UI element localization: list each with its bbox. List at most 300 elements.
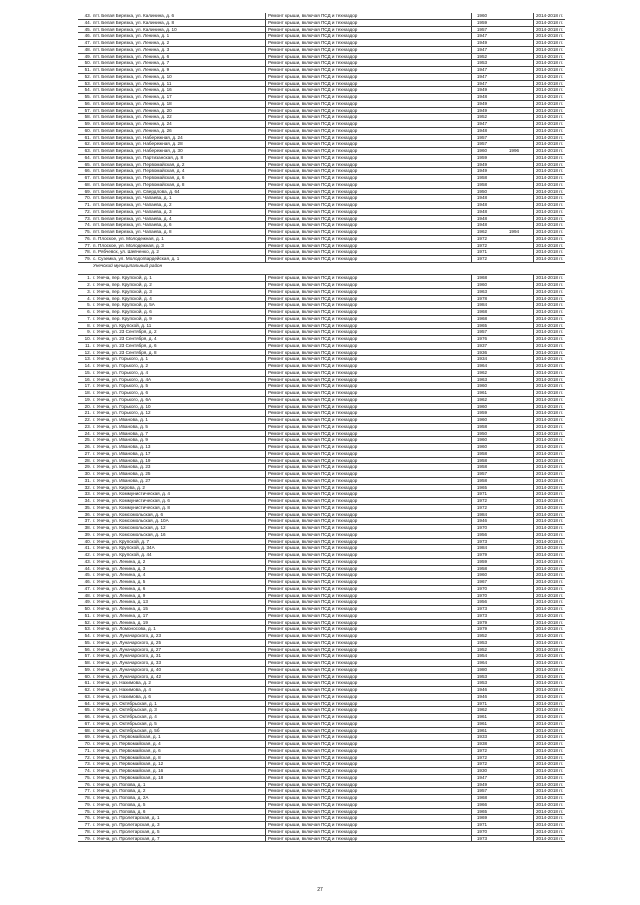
row-number: 67. xyxy=(84,175,91,180)
work-type-cell: Ремонт крыши, включая ПСД и техназдор xyxy=(265,282,370,288)
year-built-cell: 1971 xyxy=(471,249,492,255)
table-row xyxy=(78,572,565,579)
address-cell: г. Унеча, ул. Попова, д. 6 xyxy=(93,808,146,814)
row-number: 51. xyxy=(84,612,91,618)
period-cell: 2014-2018 гг. xyxy=(533,626,568,632)
period-cell: 2014-2018 гг. xyxy=(533,620,568,626)
address-cell: г. Унеча, ул. Иванова, д. 1 xyxy=(93,417,148,422)
year-built-cell: 1948 xyxy=(471,216,492,222)
table-row xyxy=(78,296,565,303)
work-type-cell: Ремонт крыши, включая ПСД и техназдор xyxy=(265,296,370,302)
period-cell: 2014-2018 гг. xyxy=(533,768,568,774)
table-row xyxy=(78,707,565,714)
address-cell: пгт. Белая Березка, ул. Ленина, д. 11 xyxy=(93,80,172,86)
row-number: 11. xyxy=(84,342,91,348)
work-type-cell: Ремонт крыши, включая ПСД и техназдор xyxy=(265,653,370,659)
address-cell: г. Унеча, ул. Нахимова, д. 2 xyxy=(93,680,151,686)
work-type-cell: Ремонт крыши, включая ПСД и техназдор xyxy=(265,552,370,558)
period-cell: 2014-2018 гг. xyxy=(533,444,568,450)
address-cell: г. Унеча, ул. Иванова, д. 19 xyxy=(93,457,151,463)
row-number: 33. xyxy=(84,491,91,497)
address-cell: пгт. Белая Березка, ул. Калинина, д. 6 xyxy=(93,13,175,18)
work-type-cell: Ремонт крыши, включая ПСД и техназдор xyxy=(265,81,370,87)
address-cell: п. Рябчевск, ул. Шевченко, д. 2 xyxy=(93,249,159,255)
table-row xyxy=(78,275,565,282)
work-type-cell: Ремонт крыши, включая ПСД и техназдор xyxy=(265,424,370,430)
year-built-cell: 1968 xyxy=(471,309,492,315)
address-cell: г. Унеча, ул. Пролетарская, д. 7 xyxy=(93,835,160,841)
year-built-cell: 1962 xyxy=(471,229,492,235)
row-number: 62. xyxy=(84,687,91,692)
address-cell: г. Унеча, ул. Луначарского, д. 25 xyxy=(93,639,162,645)
address-cell: г. Унеча, ул. Коммунистическая, д. 6 xyxy=(93,498,170,503)
period-cell: 2014-2018 гг. xyxy=(533,13,568,19)
table-row xyxy=(78,47,565,54)
row-number: 22. xyxy=(84,417,91,422)
year-built-cell: 1947 xyxy=(471,121,492,127)
address-cell: пгт. Белая Березка, ул. Набережная, д. 28 xyxy=(93,141,183,147)
period-cell: 2014-2018 гг. xyxy=(533,410,568,416)
period-cell: 2014-2018 гг. xyxy=(533,741,568,747)
work-type-cell: Ремонт крыши, включая ПСД и техназдор xyxy=(265,390,370,396)
year-built-cell: 1972 xyxy=(471,236,492,242)
address-cell: г. Унеча, ул. Горького, д. 4 xyxy=(93,369,149,375)
year-built-cell: 1961 xyxy=(471,390,492,396)
address-cell: г. Унеча, ул. Нахимова, д. 6 xyxy=(93,693,151,699)
period-cell: 2014-2018 гг. xyxy=(533,390,568,396)
period-cell: 2014-2018 гг. xyxy=(533,775,568,781)
address-cell: г. Унеча, ул. Попова, д. 2 xyxy=(93,788,146,794)
year-built-cell: 1970 xyxy=(471,525,492,531)
address-cell: г. Унеча, ул. Октябрьская, д. 3 xyxy=(93,707,157,713)
address-cell: г. Унеча, ул. Нахимова, д. 4 xyxy=(93,687,151,692)
work-type-cell: Ремонт крыши, включая ПСД и техназдор xyxy=(265,572,370,578)
year-built-cell: 1968 xyxy=(471,795,492,801)
year-built-cell: 1952 xyxy=(471,647,492,653)
row-number: 53. xyxy=(84,626,91,632)
period-cell: 2014-2018 гг. xyxy=(533,653,568,659)
row-number: 32. xyxy=(84,484,91,490)
address-cell: г. Унеча, ул. Горького, д. 6А xyxy=(93,396,152,402)
work-type-cell: Ремонт крыши, включая ПСД и техназдор xyxy=(265,410,370,416)
row-number: 42. xyxy=(84,552,91,557)
work-type-cell: Ремонт крыши, включая ПСД и техназдор xyxy=(265,370,370,376)
table-row xyxy=(78,162,565,169)
address-cell: пгт. Белая Березка, ул. Чапаева, д. 1 xyxy=(93,195,172,201)
row-number: 68. xyxy=(84,727,91,733)
table-row xyxy=(78,464,565,471)
work-type-cell: Ремонт крыши, включая ПСД и техназдор xyxy=(265,128,370,134)
table-row xyxy=(78,687,565,694)
work-type-cell: Ремонт крыши, включая ПСД и техназдор xyxy=(265,687,370,693)
address-cell: г. Унеча, ул. Луначарского, д. 42 xyxy=(93,673,162,679)
year-built-cell: 1957 xyxy=(471,27,492,33)
period-cell: 2014-2018 гг. xyxy=(533,815,568,821)
address-cell: г. Унеча, ул. Попова, д. 2А xyxy=(93,795,149,800)
row-number: 36. xyxy=(84,511,91,517)
work-type-cell: Ремонт крыши, включая ПСД и техназдор xyxy=(265,836,370,842)
period-cell: 2014-2018 гг. xyxy=(533,289,568,295)
period-cell: 2014-2018 гг. xyxy=(533,363,568,369)
period-cell: 2014-2018 гг. xyxy=(533,572,568,578)
year-built-cell: 1960 xyxy=(471,404,492,410)
row-number: 66. xyxy=(84,714,91,719)
row-number: 35. xyxy=(84,504,91,510)
address-cell: пгт. Белая Березка, ул. Ленина, д. 26 xyxy=(93,127,172,133)
period-cell: 2014-2018 гг. xyxy=(533,640,568,646)
row-number: 26. xyxy=(84,444,91,449)
row-number: 10. xyxy=(84,336,91,341)
period-cell: 2014-2018 гг. xyxy=(533,788,568,794)
row-number: 9. xyxy=(87,329,91,335)
year-built-cell: 1957 xyxy=(471,329,492,335)
work-type-cell: Ремонт крыши, включая ПСД и техназдор xyxy=(265,20,370,26)
year-built-cell: 1947 xyxy=(471,67,492,73)
period-cell: 2014-2018 гг. xyxy=(533,566,568,572)
period-cell: 2014-2018 гг. xyxy=(533,343,568,349)
row-number: 77. xyxy=(84,788,91,794)
table-row xyxy=(78,40,565,47)
address-cell: пгт. Белая Березка, ул. Чапаева, д. 4 xyxy=(93,215,172,221)
year-built-cell: 1960 xyxy=(471,13,492,19)
work-type-cell: Ремонт крыши, включая ПСД и техназдор xyxy=(265,168,370,174)
year-built-cell: 1950 xyxy=(471,189,492,195)
period-cell: 2014-2018 гг. xyxy=(533,275,568,281)
row-number: 62. xyxy=(84,141,91,147)
work-type-cell: Ремонт крыши, включая ПСД и техназдор xyxy=(265,525,370,531)
work-type-cell: Ремонт крыши, включая ПСД и техназдор xyxy=(265,714,370,720)
table-row xyxy=(78,20,565,27)
work-type-cell: Ремонт крыши, включая ПСД и техназдор xyxy=(265,229,370,235)
year-built-cell: 1962 xyxy=(471,397,492,403)
table-row xyxy=(78,539,565,546)
work-type-cell: Ремонт крыши, включая ПСД и техназдор xyxy=(265,397,370,403)
address-cell: г. Унеча, ул. Комсомольская, д. 6 xyxy=(93,511,164,517)
work-type-cell: Ремонт крыши, включая ПСД и техназдор xyxy=(265,27,370,33)
period-cell: 2014-2018 гг. xyxy=(533,518,568,524)
period-cell: 2014-2018 гг. xyxy=(533,647,568,653)
period-cell: 2014-2018 гг. xyxy=(533,545,568,551)
period-cell: 2014-2018 гг. xyxy=(533,660,568,666)
row-number: 69. xyxy=(84,188,91,194)
year-built-cell: 1966 xyxy=(471,802,492,808)
work-type-cell: Ремонт крыши, включая ПСД и техназдор xyxy=(265,647,370,653)
row-number: 43. xyxy=(84,13,91,18)
table-row xyxy=(78,316,565,323)
work-type-cell: Ремонт крыши, включая ПСД и техназдор xyxy=(265,599,370,605)
year-built-cell: 1962 xyxy=(471,707,492,713)
work-type-cell: Ремонт крыши, включая ПСД и техназдор xyxy=(265,458,370,464)
row-number: 59. xyxy=(84,666,91,672)
row-number: 31. xyxy=(84,477,91,483)
table-row xyxy=(78,755,565,762)
work-type-cell: Ремонт крыши, включая ПСД и техназдор xyxy=(265,498,370,504)
period-cell: 2014-2018 гг. xyxy=(533,613,568,619)
period-cell: 2014-2018 гг. xyxy=(533,309,568,315)
address-cell: г. Унеча, пер. Крупской, д. 5А xyxy=(93,302,155,308)
period-cell: 2014-2018 гг. xyxy=(533,552,568,558)
row-number: 65. xyxy=(84,161,91,167)
work-type-cell: Ремонт крыши, включая ПСД и техназдор xyxy=(265,417,370,423)
row-number: 72. xyxy=(84,208,91,214)
period-cell: 2014-2018 гг. xyxy=(533,236,568,242)
work-type-cell: Ремонт крыши, включая ПСД и техназдор xyxy=(265,162,370,168)
row-number: 7. xyxy=(87,315,91,321)
table-row xyxy=(78,363,565,370)
row-number: 19. xyxy=(84,396,91,402)
address-cell: пгт. Белая Березка, ул. Первомайская, д. 6 xyxy=(93,175,185,180)
address-cell: г. Унеча, ул. Луначарского, д. 23 xyxy=(93,633,162,638)
period-cell: 2014-2018 гг. xyxy=(533,128,568,134)
period-cell: 2014-2018 гг. xyxy=(533,209,568,215)
table-row xyxy=(78,243,565,250)
row-number: 21. xyxy=(84,410,91,416)
year-built-cell: 1968 xyxy=(471,275,492,281)
work-type-cell: Ремонт крыши, включая ПСД и техназдор xyxy=(265,809,370,815)
work-type-cell: Ремонт крыши, включая ПСД и техназдор xyxy=(265,775,370,781)
row-number: 12. xyxy=(84,349,91,355)
work-type-cell: Ремонт крыши, включая ПСД и техназдор xyxy=(265,175,370,181)
address-cell: пгт. Белая Березка, ул. Партизанская, д. 8 xyxy=(93,154,184,160)
row-number: 13. xyxy=(84,356,91,362)
year-built-cell: 1960 xyxy=(471,148,492,154)
table-row xyxy=(78,680,565,687)
period-cell: 2014-2018 гг. xyxy=(533,121,568,127)
period-cell: 2014-2018 гг. xyxy=(533,532,568,538)
row-number: 45. xyxy=(84,26,91,32)
row-number: 46. xyxy=(84,579,91,584)
work-type-cell: Ремонт крыши, включая ПСД и техназдор xyxy=(265,47,370,53)
year-built-cell: 1972 xyxy=(471,243,492,249)
year-built-cell: 1949 xyxy=(471,40,492,46)
period-cell: 2014-2018 гг. xyxy=(533,202,568,208)
period-cell: 2014-2018 гг. xyxy=(533,579,568,585)
work-type-cell: Ремонт крыши, включая ПСД и техназдор xyxy=(265,815,370,821)
address-cell: пгт. Белая Березка, ул. Набережная, д. 30 xyxy=(93,148,183,153)
period-cell: 2014-2018 гг. xyxy=(533,829,568,835)
year-built-cell: 1979 xyxy=(471,552,492,558)
period-cell: 2014-2018 гг. xyxy=(533,458,568,464)
work-type-cell: Ремонт крыши, включая ПСД и техназдор xyxy=(265,94,370,100)
address-cell: пгт. Белая Березка, ул. Чапаева, д. 2 xyxy=(93,202,172,207)
work-type-cell: Ремонт крыши, включая ПСД и техназдор xyxy=(265,114,370,120)
work-type-cell: Ремонт крыши, включая ПСД и техназдор xyxy=(265,256,370,262)
period-cell: 2014-2018 гг. xyxy=(533,707,568,713)
work-type-cell: Ремонт крыши, включая ПСД и техназдор xyxy=(265,141,370,147)
table-row xyxy=(78,593,565,600)
table-row xyxy=(78,182,565,189)
period-cell: 2014-2018 гг. xyxy=(533,491,568,497)
work-type-cell: Ремонт крыши, включая ПСД и техназдор xyxy=(265,155,370,161)
period-cell: 2014-2018 гг. xyxy=(533,33,568,39)
work-type-cell: Ремонт крыши, включая ПСД и техназдор xyxy=(265,275,370,281)
period-cell: 2014-2018 гг. xyxy=(533,155,568,161)
work-type-cell: Ремонт крыши, включая ПСД и техназдор xyxy=(265,721,370,727)
row-number: 28. xyxy=(84,457,91,463)
table-row xyxy=(78,579,565,586)
work-type-cell: Ремонт крыши, включая ПСД и техназдор xyxy=(265,236,370,242)
period-cell: 2014-2018 гг. xyxy=(533,606,568,612)
row-number: 4. xyxy=(87,295,91,301)
address-cell: пгт. Белая Березка, ул. Ленина, д. 7 xyxy=(93,60,170,66)
period-cell: 2014-2018 гг. xyxy=(533,485,568,491)
row-number: 78. xyxy=(84,249,91,255)
period-cell: 2014-2018 гг. xyxy=(533,67,568,73)
table-row xyxy=(78,815,565,822)
work-type-cell: Ремонт крыши, включая ПСД и техназдор xyxy=(265,586,370,592)
row-number: 56. xyxy=(84,100,91,106)
year-built-cell: 1956 xyxy=(471,599,492,605)
year-built-cell: 1949 xyxy=(471,168,492,174)
period-cell: 2014-2018 гг. xyxy=(533,108,568,114)
year-built-cell: 1970 xyxy=(471,593,492,599)
table-row xyxy=(78,640,565,647)
period-cell: 2014-2018 гг. xyxy=(533,356,568,362)
address-cell: пгт. Белая Березка, ул. Ленина, д. 17 xyxy=(93,94,172,99)
table-row xyxy=(78,431,565,438)
table-row xyxy=(78,222,565,229)
table-row xyxy=(78,674,565,681)
table-row xyxy=(78,121,565,128)
table-row xyxy=(78,81,565,88)
row-number: 75. xyxy=(84,774,91,780)
address-cell: г. Унеча, ул. Попова, д. 5 xyxy=(93,801,146,807)
address-cell: г. Унеча, ул. Первомайская, д. 12 xyxy=(93,761,164,767)
row-number: 68. xyxy=(84,181,91,187)
period-cell: 2014-2018 гг. xyxy=(533,714,568,720)
period-cell: 2014-2018 гг. xyxy=(533,296,568,302)
period-cell: 2014-2018 гг. xyxy=(533,329,568,335)
year-built-cell: 1964 xyxy=(471,660,492,666)
period-cell: 2014-2018 гг. xyxy=(533,74,568,80)
work-type-cell: Ремонт крыши, включая ПСД и техназдор xyxy=(265,377,370,383)
period-cell: 2014-2018 гг. xyxy=(533,464,568,470)
period-cell: 2014-2018 гг. xyxy=(533,168,568,174)
work-type-cell: Ремонт крыши, включая ПСД и техназдор xyxy=(265,323,370,329)
period-cell: 2014-2018 гг. xyxy=(533,694,568,700)
year-built-cell: 1949 xyxy=(471,782,492,788)
address-cell: г. Унеча, ул. Иванова, д. 17 xyxy=(93,450,151,456)
table-row xyxy=(78,189,565,196)
period-cell: 2014-2018 гг. xyxy=(533,302,568,308)
work-type-cell: Ремонт крыши, включая ПСД и техназдор xyxy=(265,13,370,19)
work-type-cell: Ремонт крыши, включая ПСД и техназдор xyxy=(265,518,370,524)
table-row xyxy=(78,356,565,363)
year-built-cell: 1972 xyxy=(471,256,492,262)
address-cell: г. Унеча, ул. Октябрьская, д. 1 xyxy=(93,700,157,706)
row-number: 78. xyxy=(84,795,91,800)
year-built-cell: 1947 xyxy=(471,81,492,87)
work-type-cell: Ремонт крыши, включая ПСД и техназдор xyxy=(265,471,370,477)
period-cell: 2014-2018 гг. xyxy=(533,350,568,356)
work-type-cell: Ремонт крыши, включая ПСД и техназдор xyxy=(265,343,370,349)
table-row xyxy=(78,309,565,316)
period-cell: 2014-2018 гг. xyxy=(533,755,568,761)
period-cell: 2014-2018 гг. xyxy=(533,101,568,107)
row-number: 44. xyxy=(84,19,91,25)
table-row xyxy=(78,175,565,182)
row-number: 44. xyxy=(84,565,91,571)
row-number: 3. xyxy=(87,288,91,294)
address-cell: пгт. Белая Березка, ул. Чапаева, д. 3 xyxy=(93,208,172,214)
table-row xyxy=(78,728,565,735)
address-cell: пгт. Белая Березка, ул. Ленина, д. 10 xyxy=(93,73,172,79)
table-row xyxy=(78,714,565,721)
period-cell: 2014-2018 гг. xyxy=(533,593,568,599)
row-number: 69. xyxy=(84,734,91,740)
period-cell: 2014-2018 гг. xyxy=(533,216,568,222)
table-row xyxy=(78,128,565,135)
work-type-cell: Ремонт крыши, включая ПСД и техназдор xyxy=(265,741,370,747)
address-cell: г. Унеча, пер. Крупской, д. 4 xyxy=(93,295,152,301)
table-row xyxy=(78,216,565,223)
table-row xyxy=(78,94,565,101)
row-number: 52. xyxy=(84,619,91,625)
year-built-cell: 1970 xyxy=(471,829,492,835)
row-number: 79. xyxy=(84,256,91,261)
table-row xyxy=(78,60,565,67)
year-built-cell: 1957 xyxy=(471,141,492,147)
table-row xyxy=(78,155,565,162)
work-type-cell: Ремонт крыши, включая ПСД и техназдор xyxy=(265,640,370,646)
table-row xyxy=(78,802,565,809)
work-type-cell: Ремонт крыши, включая ПСД и техназдор xyxy=(265,87,370,93)
table-row xyxy=(78,135,565,142)
address-cell: г. Унеча, пер. Крупской, д. 1 xyxy=(93,275,152,281)
table-row xyxy=(78,101,565,108)
period-cell: 2014-2018 гг. xyxy=(533,748,568,754)
address-cell: пгт. Белая Березка, ул. Первомайская, д. 4 xyxy=(93,168,185,174)
table-row xyxy=(78,512,565,519)
address-cell: пгт. Белая Березка, ул. Ленина, д. 20 xyxy=(93,107,172,113)
address-cell: г. Унеча, ул. 23 Сентября, д. 2 xyxy=(93,329,157,335)
work-type-cell: Ремонт крыши, включая ПСД и техназдор xyxy=(265,356,370,362)
work-type-cell: Ремонт крыши, включая ПСД и техназдор xyxy=(265,309,370,315)
row-number: 34. xyxy=(84,498,91,503)
year-built-cell: 1972 xyxy=(471,505,492,511)
group-header-row xyxy=(78,263,565,276)
period-cell: 2014-2018 гг. xyxy=(533,81,568,87)
work-type-cell: Ремонт крыши, включая ПСД и техназдор xyxy=(265,101,370,107)
row-number: 71. xyxy=(84,202,91,207)
row-number: 6. xyxy=(87,309,91,314)
period-cell: 2014-2018 гг. xyxy=(533,323,568,329)
year-built-cell: 1953 xyxy=(471,640,492,646)
work-type-cell: Ремонт крыши, включая ПСД и техназдор xyxy=(265,316,370,322)
table-row xyxy=(78,809,565,816)
table-row xyxy=(78,437,565,444)
work-type-cell: Ремонт крыши, включая ПСД и техназдор xyxy=(265,532,370,538)
period-cell: 2014-2018 гг. xyxy=(533,802,568,808)
table-row xyxy=(78,505,565,512)
year-built-cell: 1972 xyxy=(471,761,492,767)
year-built-cell: 1962 xyxy=(471,370,492,376)
year-built-cell: 1950 xyxy=(471,431,492,437)
address-cell: г. Унеча, ул. Ленина, д. 13 xyxy=(93,599,148,605)
row-number: 58. xyxy=(84,114,91,120)
work-type-cell: Ремонт крыши, включая ПСД и техназдор xyxy=(265,289,370,295)
work-type-cell: Ремонт крыши, включая ПСД и техназдор xyxy=(265,444,370,450)
table-row xyxy=(78,410,565,417)
table-row xyxy=(78,323,565,330)
table-row xyxy=(78,54,565,61)
work-type-cell: Ремонт крыши, включая ПСД и техназдор xyxy=(265,108,370,114)
row-number: 73. xyxy=(84,761,91,767)
work-type-cell: Ремонт крыши, включая ПСД и техназдор xyxy=(265,67,370,73)
table-row xyxy=(78,404,565,411)
table-row xyxy=(78,397,565,404)
address-cell: г. Унеча, ул. Горького, д. 4А xyxy=(93,376,152,382)
